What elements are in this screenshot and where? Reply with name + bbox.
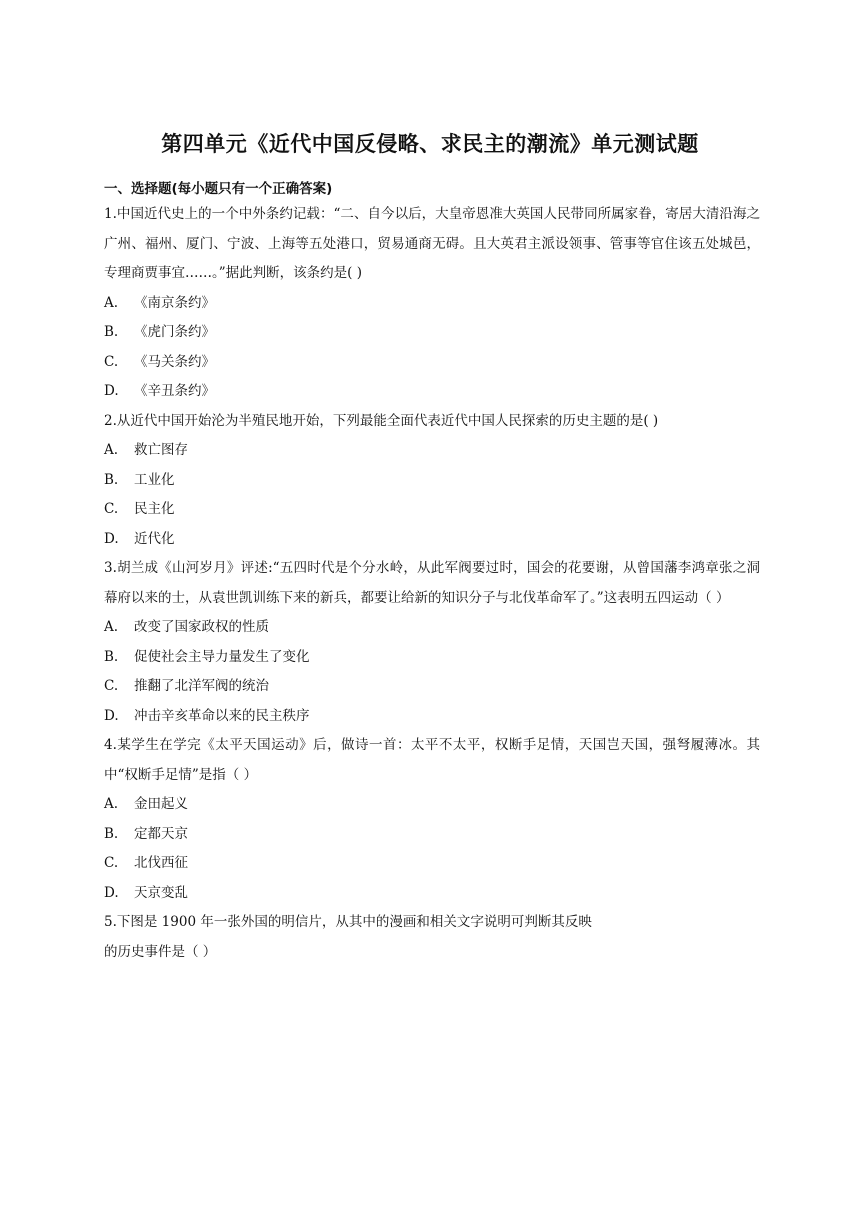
option-a: A. 金田起义	[104, 796, 188, 812]
option-c: C. 《马关条约》	[104, 353, 215, 370]
question-3	[104, 554, 760, 731]
question-list	[104, 200, 760, 967]
question-stem: 2.从近代中国开始沦为半殖民地开始，下列最能全面代表近代中国人民探索的历史主题的是( )	[104, 412, 659, 429]
question-stem: 3.胡兰成《山河岁月》评述:“五四时代是个分水岭，从此军阀要过时，国会的花要谢，从曾国藩李鸿章张之洞幕府以来的士，从袁世凯训练下来的新兵，都要让给新的知识分子与北伐革命军了。”这表明五四运动（ ）	[104, 560, 760, 606]
option-b: B. 工业化	[104, 471, 175, 488]
option-d: D. 天京变乱	[104, 884, 188, 901]
option-d: D. 《辛丑条约》	[104, 383, 215, 399]
question-2	[104, 407, 760, 555]
option-c: C. 民主化	[104, 501, 175, 517]
page-title: 第四单元《近代中国反侵略、求民主的潮流》单元测试题	[161, 132, 699, 156]
option-b: B. 定都天京	[104, 825, 188, 842]
question-stem: 1.中国近代史上的一个中外条约记载：“二、自今以后，大皇帝恩准大英国人民带同所属家眷，寄居大清沿海之广州、福州、厦门、宁波、上海等五处港口，贸易通商无碍。且大英君主派设领事、管事等官住该五处城邑，专理商贾事宜……。”据此判断，该条约是( )	[104, 206, 760, 281]
option-c: C. 推翻了北洋军阀的统治	[104, 678, 269, 694]
option-a: A. 改变了国家政权的性质	[104, 619, 269, 635]
option-c: C. 北伐西征	[104, 855, 188, 871]
option-d: D. 近代化	[104, 530, 175, 547]
option-a: A. 《南京条约》	[104, 294, 215, 311]
question-stem-line-2: 的历史事件是（ ）	[104, 943, 217, 960]
question-4	[104, 731, 760, 908]
question-5	[104, 908, 760, 967]
question-stem-line-1: 5.下图是 1900 年一张外国的明信片，从其中的漫画和相关文字说明可判断其反映	[104, 914, 592, 930]
question-1	[104, 200, 760, 407]
question-stem: 4.某学生在学完《太平天国运动》后，做诗一首：太平不太平，权断手足情，天国岂天国，强弩履薄冰。其中“权断手足情”是指（ ）	[104, 737, 760, 783]
option-d: D. 冲击辛亥革命以来的民主秩序	[104, 707, 310, 724]
section-heading: 一、选择题(每小题只有一个正确答案)	[104, 181, 333, 197]
option-b: B. 促使社会主导力量发生了变化	[104, 648, 310, 665]
option-a: A. 救亡图存	[104, 442, 188, 458]
option-b: B. 《虎门条约》	[104, 324, 215, 340]
